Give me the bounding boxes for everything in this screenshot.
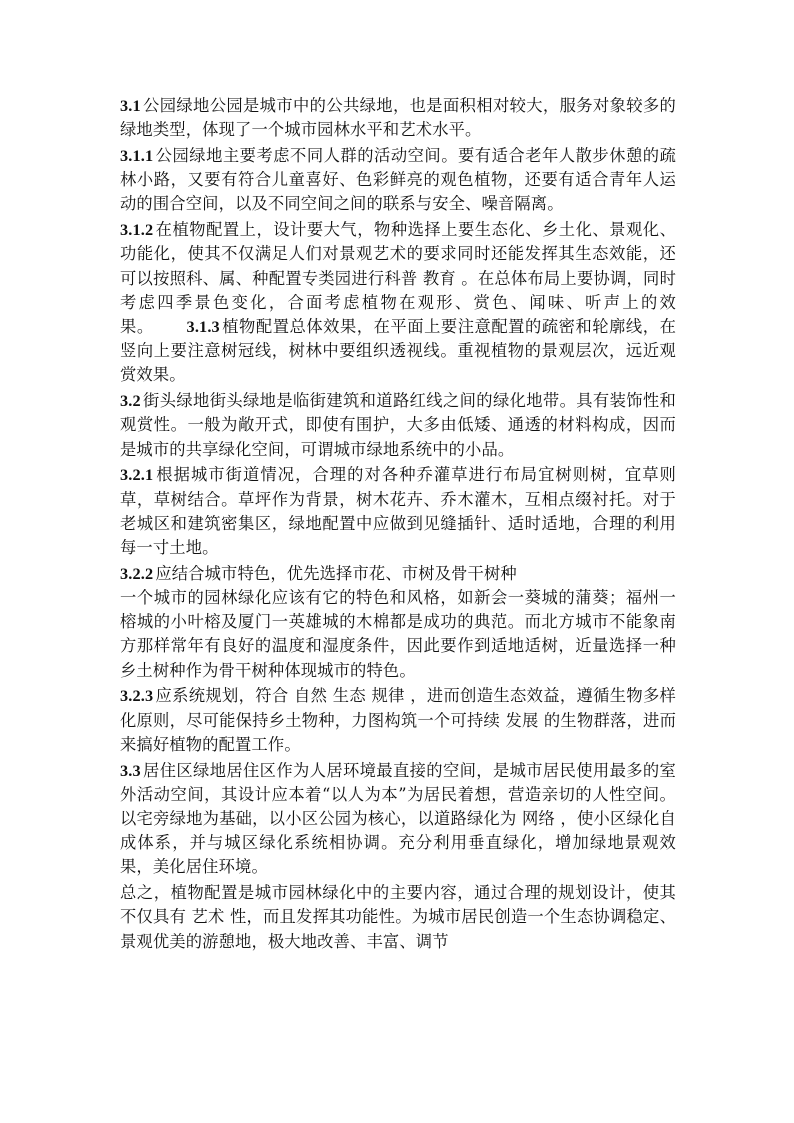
paragraph-3-1-1: [120, 144, 676, 217]
document-body: [120, 94, 676, 955]
paragraph-text: 应结合城市特色，优先选择市花、市树及骨干树种: [155, 563, 517, 583]
section-number: 3.2.2: [120, 563, 154, 583]
paragraph-3-2-3: [120, 684, 676, 757]
paragraph-3-2: [120, 389, 676, 462]
paragraph-3-2-2: [120, 562, 676, 683]
section-number: 3.2.1: [120, 465, 154, 485]
paragraph-3-1-2: [120, 218, 676, 387]
paragraph-summary: [120, 881, 676, 954]
paragraph-text: 公园绿地主要考虑不同人群的活动空间。要有适合老年人散步休憩的疏林小路，又要有符合儿童喜好、色彩鲜亮的观色植物，还要有适合青年人运动的围合空间，以及不同空间之间的联系与安全、噪音隔离。: [120, 146, 676, 214]
section-number: 3.2.3: [120, 686, 154, 706]
paragraph-text: 街头绿地街头绿地是临街建筑和道路红线之间的绿化地带。具有装饰性和观赏性。一般为敞开式，即使有围护，大多由低矮、通透的材料构成，因而是城市的共享绿化空间，可谓城市绿地系统中的小品。: [120, 391, 676, 459]
section-number: 3.3: [120, 760, 141, 780]
paragraph-text: 一个城市的园林绿化应该有它的特色和风格，如新会一葵城的蒲葵；福州一榕城的小叶榕及厦门一英雄城的木棉都是成功的典范。而北方城市不能象南方那样常年有良好的温度和湿度条件，因此要作到适地适树，近量选择一种乡土树种作为骨干树种体现城市的特色。: [120, 588, 676, 680]
paragraph-text: 总之，植物配置是城市园林绿化中的主要内容，通过合理的规划设计，使其不仅具有 艺术 性，而且发挥其功能性。为城市居民创造一个生态协调稳定、景观优美的游憩地，极大地改善、丰富、调节: [120, 883, 676, 951]
paragraph-3-1: [120, 94, 676, 142]
section-number: 3.2: [120, 391, 141, 411]
paragraph-text: 公园绿地公园是城市中的公共绿地，也是面积相对较大，服务对象较多的绿地类型，体现了一个城市园林水平和艺术水平。: [120, 96, 676, 140]
paragraph-text: 应系统规划，符合 自然 生态 规律 ，进而创造生态效益，遵循生物多样化原则，尽可能保持乡土物种，力图构筑一个可持续 发展 的生物群落，进而来搞好植物的配置工作。: [120, 686, 676, 754]
section-number: 3.1.2: [120, 220, 154, 240]
paragraph-text: 植物配置总体效果，在平面上要注意配置的疏密和轮廓线，在竖向上要注意树冠线，树林中要组织透视线。重视植物的景观层次，远近观赏效果。: [120, 317, 676, 385]
paragraph-text: 居住区绿地居住区作为人居环境最直接的空间，是城市居民使用最多的室外活动空间，其设计应本着“以人为本”为居民着想，营造亲切的人性空间。以宅旁绿地为基础，以小区公园为核心，以道路绿化为 网络 ，使小区绿化自成体系，并与城区绿化系统相协调。充分利用垂直绿化，增加绿地景观效果，美化居住环境。: [120, 760, 676, 877]
section-number: 3.1.3: [186, 317, 220, 337]
paragraph-text: 根据城市街道情况，合理的对各种乔灌草进行布局宜树则树，宜草则草，草树结合。草坪作为背景，树木花卉、乔木灌木，互相点缀衬托。对于老城区和建筑密集区，绿地配置中应做到见缝插针、适时适地，合理的利用每一寸土地。: [120, 465, 676, 558]
section-number: 3.1: [120, 96, 141, 115]
section-number: 3.1.1: [120, 146, 154, 165]
paragraph-text: 在植物配置上，设计要大气，物种选择上要生态化、乡土化、景观化、功能化，使其不仅满足人们对景观艺术的要求同时还能发挥其生态效能，还可以按照科、属、种配置专类园进行科普 教育 。在总体布局上要协调，同时考虑四季景色变化，合面考虑植物在观形、赏色、闻味、听声上的效果。: [120, 220, 676, 337]
paragraph-3-2-1: [120, 463, 676, 560]
paragraph-3-3: [120, 759, 676, 880]
